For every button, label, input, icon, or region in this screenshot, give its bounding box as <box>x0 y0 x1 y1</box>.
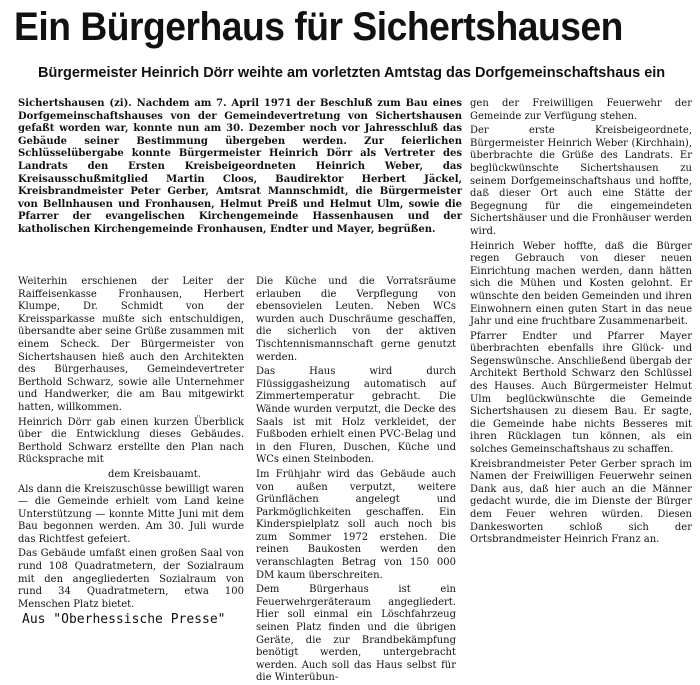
paragraph: Die Küche und die Vorratsräume erlauben die Verpflegung von ebensovielen Leuten. Neben WCs wurden auch Duschräume geschaffen, die sicherlich von der aktiven Tischtennismannschaft gerne genutzt werden. <box>256 276 456 363</box>
paragraph: dem Kreisbauamt. <box>108 468 201 480</box>
lead-text: Sichertshausen (zi). Nachdem am 7. April 1971 der Beschluß zum Bau eines Dorfgemeinschaftshauses von der Gemeindevertretung von Sichertshausen gefaßt worden war, konnte nun am 30. Dezember noch vor Jahresschluß das Gebäude seiner Bestimmung übergeben werden. Zur feierlichen Schlüsselübergabe konnte Bürgermeister Heinrich Dörr als Vertreter des Landrats den Ersten Kreisbeigeordneten Heinrich Weber, das Kreisausschußmitglied Martin Cloos, Baudirektor Herbert Jäckel, Kreisbrandmeister Peter Gerber, Amtsrat Mannschmidt, die Bürgermeister von Bellnhausen und Fronhausen, Helmut Preiß und Helmut Ulm, sowie die Pfarrer der evangelischen Kirchengemeinde Hassenhausen und der katholischen Kirchengemeinde Fronhausen, Endter und Mayer, begrüßen. <box>18 98 462 235</box>
paragraph: Kreisbrandmeister Peter Gerber sprach im Namen der Freiwilligen Feuerwehr seinen Dank aus, daß hier auch an die Männer gedacht wurde, die im Dienste der Bürger dem Feuer wehren würden. Diesen Dankesworten schloß sich der Ortsbrandmeister Heinrich Franz an. <box>470 458 692 546</box>
paragraph: gen der Freiwilligen Feuerwehr der Gemeinde zur Verfügung stehen. <box>470 98 692 122</box>
subheadline: Bürgermeister Heinrich Dörr weihte am vorletzten Amtstag das Dorfgemeinschaftshaus ein <box>38 65 666 81</box>
paragraph: Das Gebäude umfaßt einen großen Saal von rund 108 Quadratmetern, der Sozialraum mit den angegliederten Sozialraum von rund 34 Quadratmetern, etwa 100 Menschen Platz bietet. <box>18 548 244 610</box>
paragraph: Der erste Kreisbeigeordnete, Bürgermeister Heinrich Weber (Kirchhain), überbrachte die Grüße des Landrats. Er beglückwünschte Sichertshausen zu seinem Dorfgemeinschaftshaus und hoffte, daß dieser Ort auch eine Stätte der Begegnung für die eingemeindeten Sichertshäuser und die Fronhäuser werden wird. <box>470 125 692 237</box>
paragraph: Pfarrer Endter und Pfarrer Mayer überbrachten ebenfalls ihre Glück- und Segenswünsche. Anschließend übergab der Architekt Berthold Schwarz den Schlüssel des Hauses. Auch Bürgermeister Helmut Ulm beglückwünschte die Gemeinde Sichertshausen zu diesem Bau. Er sagte, die Gemeinde habe nichts Besseres mit ihren Rücklagen tun können, als ein solches Gemeinschaftshaus zu schaffen. <box>470 330 692 456</box>
paragraph: Im Frühjahr wird das Gebäude auch von außen verputzt, weitere Grünflächen angelegt und Parkmöglichkeiten geschaffen. Ein Kinderspielplatz soll auch noch bis zum Sommer 1972 erstehen. Die reinen Baukosten werden den veranschlagten Betrag von 150 000 DM kaum überschreiten. <box>256 468 456 581</box>
source-caption: Aus "Oberhessische Presse" <box>22 612 226 627</box>
paragraph: Das Haus wird durch Flüssiggasheizung automatisch auf Zimmertemperatur gebracht. Die Wände wurden verputzt, die Decke des Saals ist mit Holz verkleidet, der Fußboden erhielt einen PVC-Belag und in den Fluren, Duschen, Küche und WCs einen Steinboden. <box>256 366 456 466</box>
paragraph: Heinrich Dörr gab einen kurzen Überblick über die Entwicklung dieses Gebäudes. Berthold Schwarz erstellte den Plan nach Rücksprache mit <box>18 416 244 466</box>
right-column <box>470 98 692 588</box>
left-column <box>18 276 244 610</box>
paragraph: Als dann die Kreiszuschüsse bewilligt waren — die Gemeinde erhielt vom Land keine Unterstützung — konnte Mitte Juni mit dem Bau begonnen werden. Am 30. Juli wurde das Richtfest gefeiert. <box>18 483 244 545</box>
paragraph: Dem Bürgerhaus ist ein Feuerwehrgeräteraum angegliedert. Hier soll einmal ein Löschfahrzeug seinen Platz finden und die übrigen Geräte, die zur Brandbekämpfung benötigt werden, untergebracht werden. Auch soll das Haus selbst für die Winterübun- <box>256 584 456 684</box>
paragraph: Heinrich Weber hoffte, daß die Bürger regen Gebrauch von dieser neuen Einrichtung machen werden, dann hätten sich die Mühen und Kosten gelohnt. Er wünschte den beiden Gemeinden und ihren Einwohnern einen guten Start in das neue Jahr und eine fruchtbare Zusammenarbeit. <box>470 240 692 328</box>
lead-paragraph <box>18 98 462 266</box>
middle-column <box>256 276 456 684</box>
paragraph: Weiterhin erschienen der Leiter der Raiffeisenkasse Fronhausen, Herbert Klumpe, Dr. Schmidt von der Kreissparkasse mußte sich entschuldigen, übersandte aber seine Grüße zusammen mit einem Scheck. Der Bürgermeister von Sichertshausen hieß auch den Architekten des Bürgerhauses, Gemeindevertreter Berthold Schwarz, sowie alle Unternehmer und Handwerker, die am Bau mitgewirkt hatten, willkommen. <box>18 276 244 413</box>
headline: Ein Bürgerhaus für Sichertshausen <box>14 5 623 49</box>
